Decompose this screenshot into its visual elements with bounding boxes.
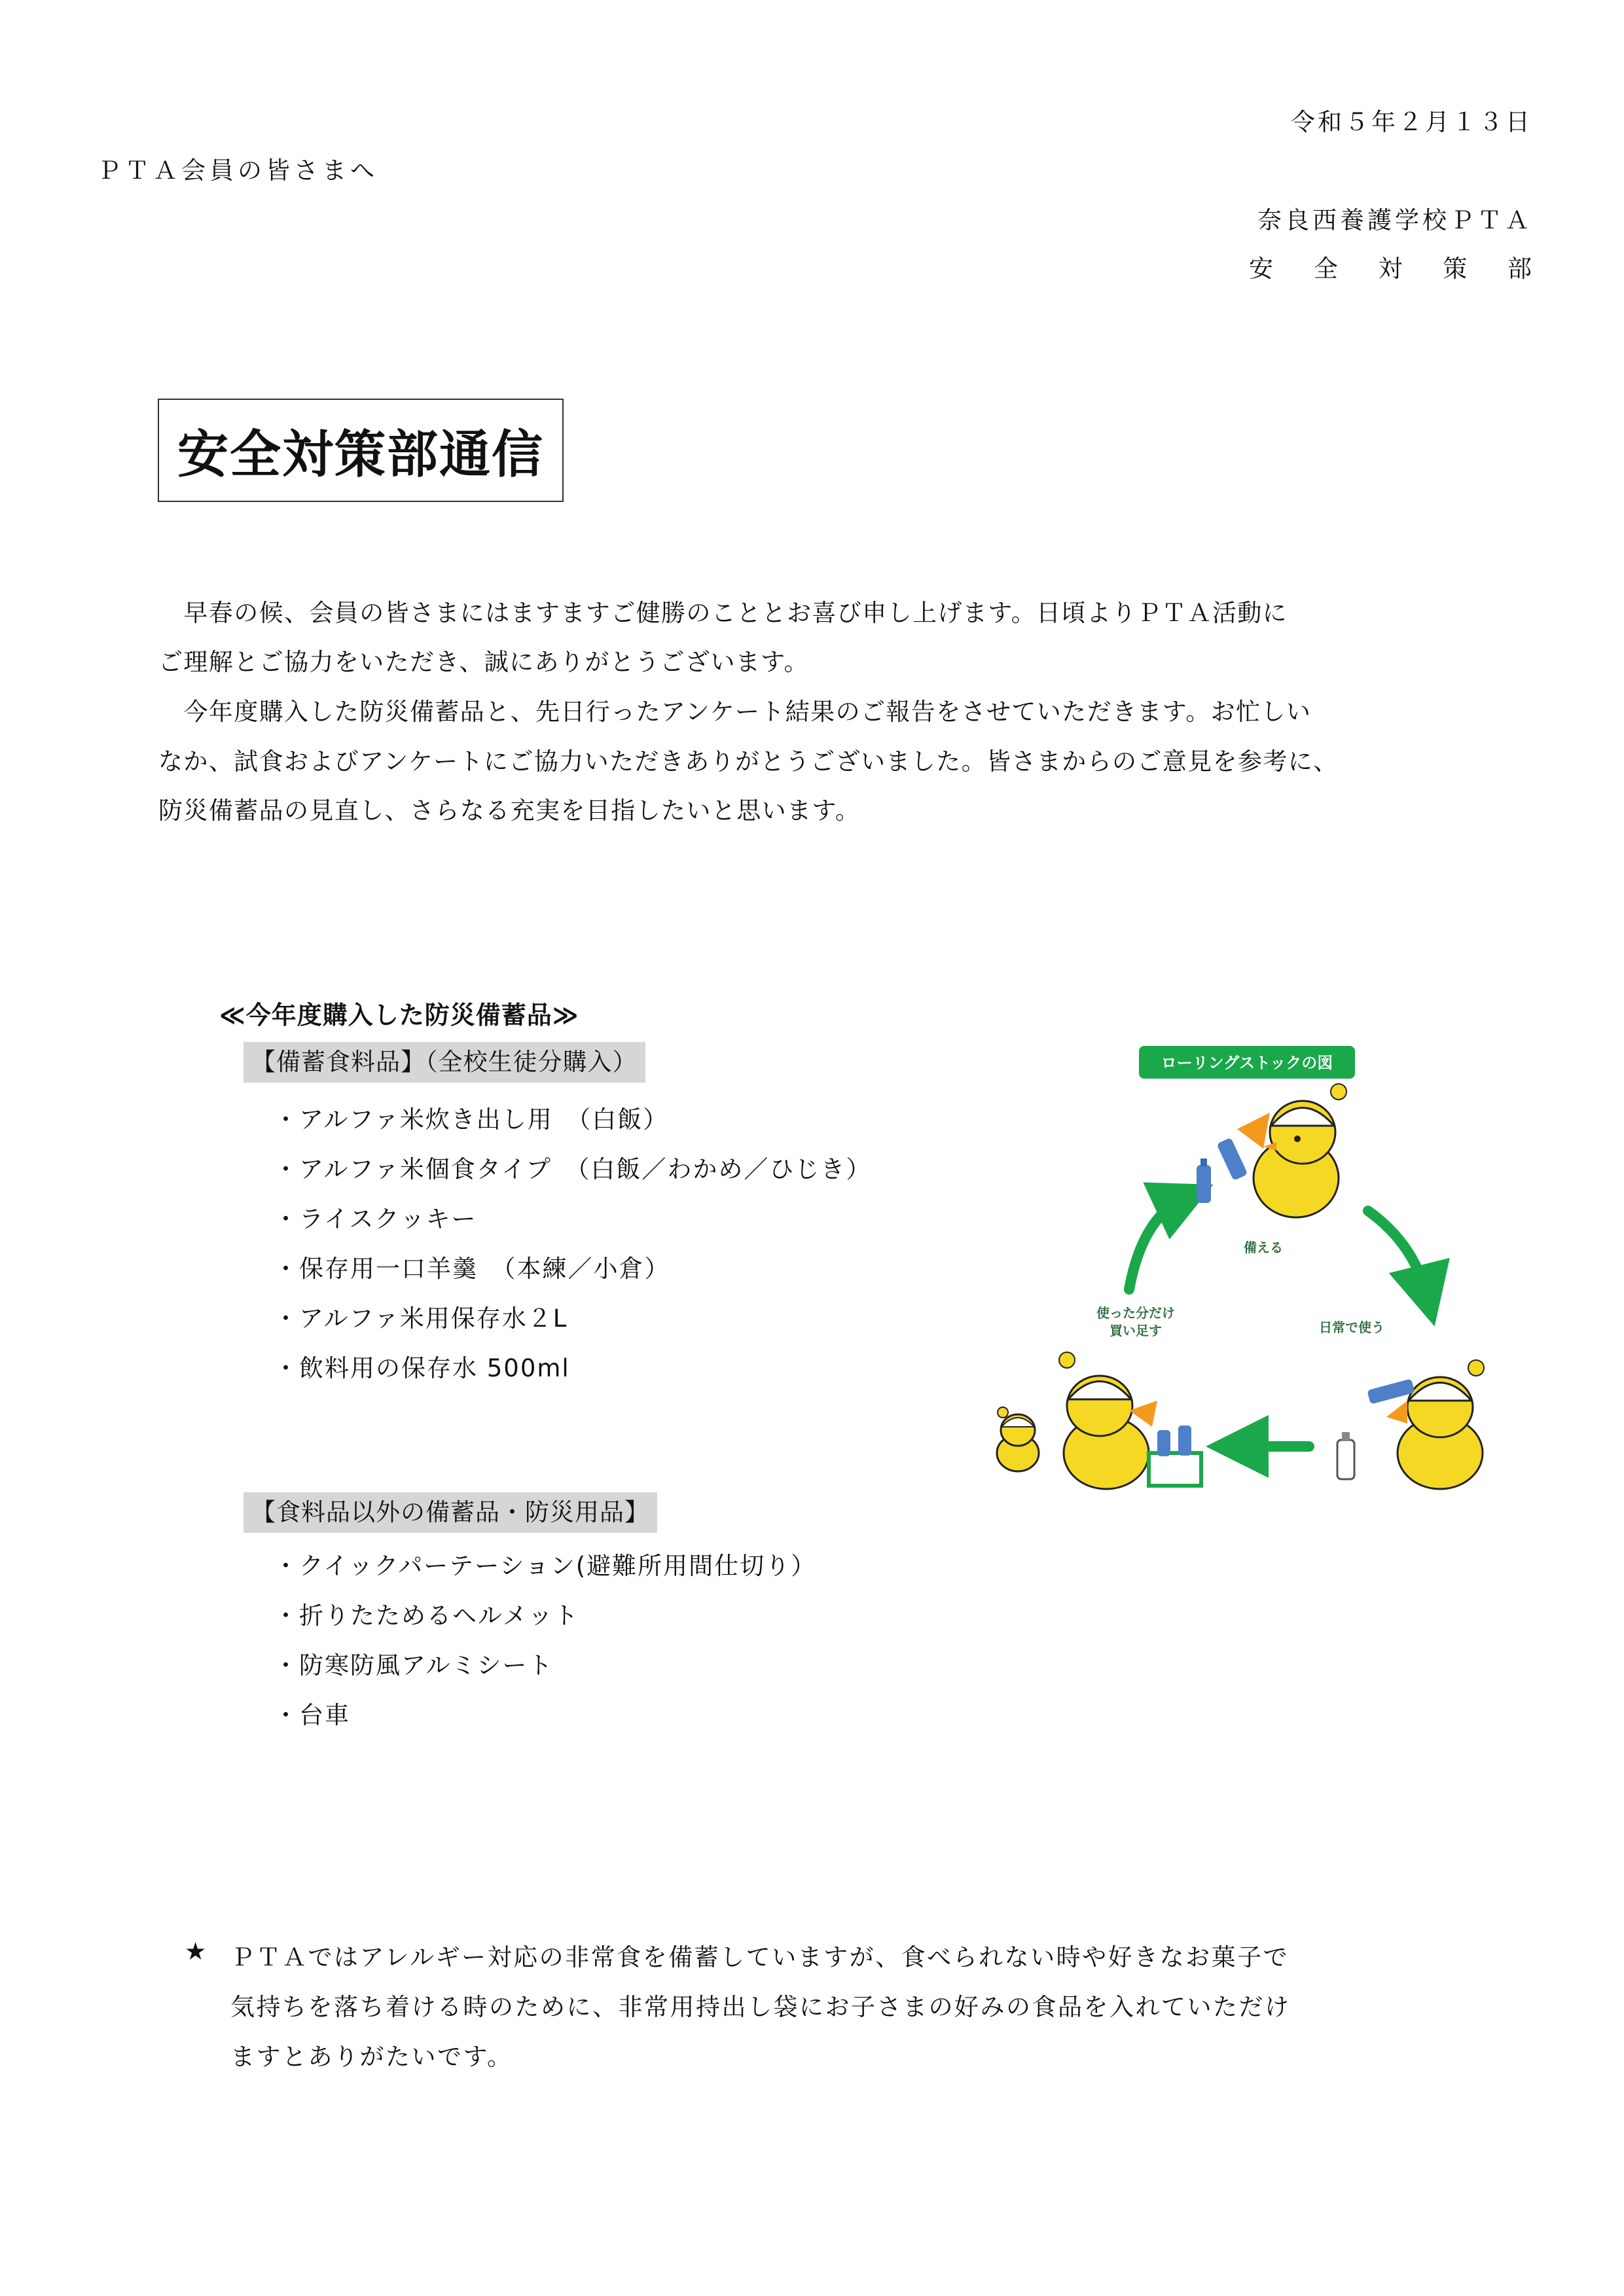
department-char: 全 [1313, 255, 1338, 283]
intro-line: 早春の候、会員の皆さまにはますますご健勝のこととお喜び申し上げます。日頃よりＰＴＡ活動に [158, 599, 1288, 627]
list-item: ・保存用一口羊羹 （本練／小倉） [274, 1255, 670, 1283]
list-item: ・飲料用の保存水 500ml [274, 1354, 570, 1382]
rolling-stock-illustration [988, 1034, 1551, 1518]
department-name [1249, 257, 1532, 281]
newsletter-title: 安全対策部通信 [177, 425, 544, 484]
step-use-label: 日常で使う [1319, 1319, 1384, 1335]
step-stock-label: 備える [1244, 1240, 1283, 1255]
addressee: ＰＴＡ会員の皆さまへ [97, 156, 378, 185]
arrow-down-right-icon [1368, 1211, 1427, 1296]
step-replenish-label-1: 使った分だけ [1096, 1305, 1175, 1321]
step-replenish-label-2: 買い足す [1110, 1323, 1162, 1338]
star-icon: ★ [185, 1937, 208, 1965]
chick-replenishing-icon [1059, 1352, 1201, 1489]
intro-line: 今年度購入した防災備蓄品と、先日行ったアンケート結果のご報告をさせていただきます。お忙しい [158, 698, 1312, 726]
department-char: 策 [1443, 255, 1468, 283]
intro-line: なか、試食およびアンケートにご協力いただきありがとうございました。皆さまからのご意見を参考に、 [158, 747, 1339, 776]
chick-stocking-icon [1197, 1084, 1346, 1217]
department-char: 安 [1249, 255, 1273, 283]
category-nonfood-label: 【食料品以外の備蓄品・防災用品】 [244, 1492, 657, 1533]
list-item: ・ライスクッキー [274, 1205, 477, 1233]
newsletter-title-box [158, 399, 564, 502]
note-line: 気持ちを落ち着ける時のために、非常用持出し袋にお子さまの好みの食品を入れていただけ [230, 1993, 1291, 2021]
department-char: 対 [1378, 255, 1403, 283]
department-char: 部 [1507, 255, 1532, 283]
list-item: ・アルファ米用保存水２L [274, 1304, 568, 1333]
list-item: ・防寒防風アルミシート [274, 1651, 554, 1679]
list-item: ・台車 [274, 1701, 350, 1729]
small-chick-icon [997, 1407, 1039, 1471]
organization-name: 奈良西養護学校ＰＴＡ [1257, 206, 1532, 234]
arrow-up-left-icon [1129, 1198, 1185, 1289]
list-item: ・アルファ米炊き出し用 （白飯） [274, 1105, 669, 1134]
list-item: ・クイックパーテーション(避難所用間仕切り） [274, 1552, 817, 1580]
chick-using-icon [1337, 1360, 1484, 1489]
note-line: ＰＴＡではアレルギー対応の非常食を備蓄していますが、食べられない時や好きなお菓子で [230, 1943, 1290, 1971]
banner-text: ローリングストックの図 [1161, 1054, 1333, 1072]
intro-line: 防災備蓄品の見直し、さらなる充実を目指したいと思います。 [158, 797, 861, 825]
list-item: ・折りたためるヘルメット [274, 1602, 579, 1630]
intro-line: ご理解とご協力をいただき、誠にありがとうございます。 [158, 648, 809, 676]
section-heading: ≪今年度購入した防災備蓄品≫ [219, 1001, 579, 1030]
category-food-label: 【備蓄食料品】（全校生徒分購入） [244, 1042, 645, 1083]
issue-date: 令和５年２月１３日 [1291, 108, 1532, 136]
note-line: ますとありがたいです。 [230, 2043, 513, 2071]
list-item: ・アルファ米個食タイプ （白飯／わかめ／ひじき） [274, 1155, 872, 1183]
